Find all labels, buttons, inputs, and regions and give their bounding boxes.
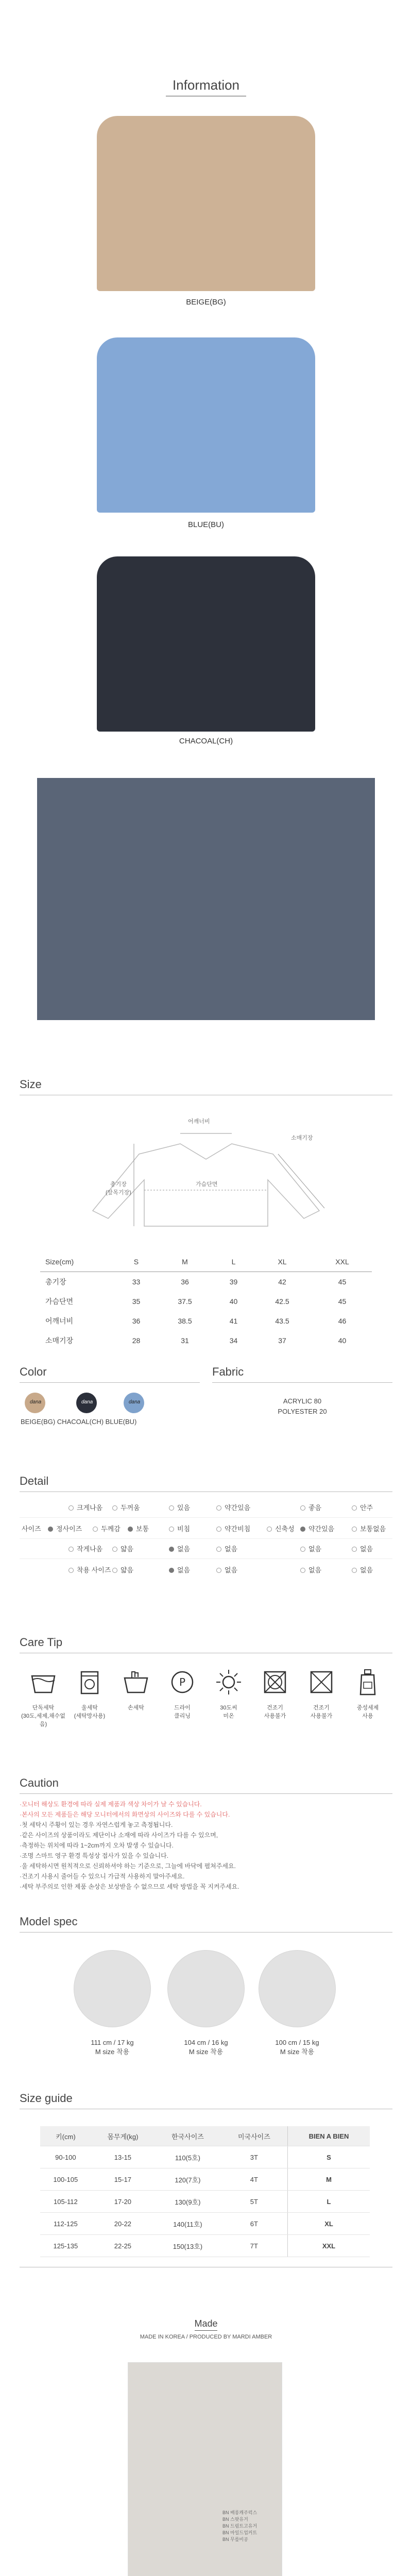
detail-option: 없음 bbox=[360, 1545, 373, 1553]
size-header-cell: L bbox=[215, 1252, 252, 1272]
size-cell: 33 bbox=[132, 1278, 141, 1286]
size-guide-table bbox=[40, 2126, 370, 2257]
caution-line: ·측정하는 위치에 따라 1~2cm까지 오차 발생 수 있습니다. bbox=[20, 1842, 174, 1849]
size-guide-header bbox=[40, 2126, 370, 2146]
size-header-cell: XXL bbox=[313, 1252, 372, 1272]
size-cell: 43.5 bbox=[275, 1317, 289, 1325]
model-card bbox=[259, 1950, 336, 2056]
fabric-section-title: Fabric bbox=[212, 1365, 244, 1378]
table-row bbox=[40, 1311, 372, 1331]
color-caption-blue: BLUE(BU) bbox=[187, 520, 224, 529]
size-cell: 40 bbox=[338, 1336, 347, 1345]
care-item-neutral-detergent bbox=[344, 1667, 391, 1720]
color-caption-charcoal: CHACOAL(CH) bbox=[179, 737, 233, 745]
guide-cell: 120(7호) bbox=[154, 2168, 221, 2191]
detail-option: 없음 bbox=[177, 1545, 191, 1553]
care-item-30-degree bbox=[205, 1667, 252, 1720]
guide-cell: 150(13호) bbox=[154, 2235, 221, 2257]
detail-option: 신축성 bbox=[275, 1525, 295, 1533]
size-cell: 36 bbox=[132, 1317, 141, 1325]
size-cell: 36 bbox=[181, 1278, 189, 1286]
care-label: 울세탁 (세탁망사용) bbox=[74, 1705, 106, 1719]
model-measurements: 111 cm / 17 kg bbox=[91, 2039, 134, 2046]
guide-cell: XL bbox=[288, 2213, 370, 2235]
wash-basin-icon bbox=[28, 1667, 59, 1698]
caution-section-rule bbox=[20, 1793, 392, 1794]
guide-cell: S bbox=[288, 2146, 370, 2168]
sun-icon bbox=[213, 1667, 244, 1698]
guide-cell: 110(5호) bbox=[154, 2146, 221, 2168]
detail-row-label: 사이즈 bbox=[22, 1525, 41, 1533]
styling-tag: BN 마일드업커트 bbox=[222, 2530, 258, 2535]
guide-cell: 90-100 bbox=[40, 2146, 91, 2168]
no-tumble-dry-icon bbox=[260, 1667, 290, 1698]
detail-row bbox=[20, 1497, 392, 1517]
table-row bbox=[40, 1331, 372, 1350]
size-cell: 38.5 bbox=[178, 1317, 192, 1325]
size-cell: 42 bbox=[278, 1278, 286, 1286]
caution-line: ·첫 세탁시 주황이 있는 경우 자연스럽게 놓고 측정됩니다. bbox=[20, 1821, 173, 1828]
size-table bbox=[40, 1252, 372, 1350]
size-cell: 37 bbox=[278, 1336, 286, 1345]
size-cell: 46 bbox=[338, 1317, 347, 1325]
dry-clean-icon bbox=[167, 1667, 198, 1698]
detail-option: 보통 bbox=[136, 1525, 149, 1533]
guide-cell: 130(9호) bbox=[154, 2191, 221, 2213]
size-header-cell: S bbox=[118, 1252, 154, 1272]
product-photo-beige bbox=[97, 116, 315, 291]
model-card bbox=[74, 1950, 151, 2056]
care-item-dry-cleaning bbox=[159, 1667, 206, 1720]
guide-cell: 5T bbox=[221, 2191, 288, 2213]
care-item-no-dryer bbox=[251, 1667, 299, 1720]
table-row bbox=[40, 2191, 370, 2213]
guide-cell: 22-25 bbox=[91, 2235, 154, 2257]
size-cell: 45 bbox=[338, 1297, 347, 1306]
made-title: Made bbox=[194, 2318, 218, 2329]
model-size-worn: M size 착용 bbox=[95, 2048, 130, 2056]
color-caption-beige: BEIGE(BG) bbox=[186, 298, 226, 307]
model-card bbox=[167, 1950, 245, 2056]
model-photo bbox=[259, 1950, 336, 2027]
guide-cell: 112-125 bbox=[40, 2213, 91, 2235]
detail-option: 두꺼움 bbox=[121, 1504, 140, 1512]
diagram-label-chest: 가슴단면 bbox=[196, 1181, 218, 1188]
guide-cell: M bbox=[288, 2168, 370, 2191]
styling-tag: BN 배롱캐주럭스 bbox=[222, 2510, 258, 2515]
care-item-single-wash bbox=[20, 1667, 67, 1728]
caution-line: ·건조기 사용시 줄어들 수 있으니 가급적 사용하지 말아주세요. bbox=[20, 1873, 185, 1880]
detail-option: 약간있음 bbox=[225, 1504, 251, 1512]
guide-cell: 4T bbox=[221, 2168, 288, 2191]
size-header-cell: XL bbox=[252, 1252, 313, 1272]
size-table-header bbox=[40, 1252, 372, 1272]
detail-option: 없음 bbox=[225, 1545, 238, 1553]
made-text: MADE IN KOREA / PRODUCED BY MARDI AMBER bbox=[140, 2334, 272, 2340]
size-cell: 40 bbox=[229, 1297, 238, 1306]
detail-option: 보통없음 bbox=[360, 1525, 386, 1533]
detail-option: 두께감 bbox=[101, 1525, 121, 1533]
detail-option: 좋음 bbox=[308, 1504, 322, 1512]
product-photo-charcoal bbox=[97, 556, 315, 732]
care-label: 드라이 클리닝 bbox=[174, 1705, 191, 1719]
detail-option: 크게나옴 bbox=[77, 1504, 103, 1512]
size-cell: 37.5 bbox=[178, 1297, 192, 1306]
care-label: 건조기 사용불가 bbox=[310, 1705, 333, 1719]
care-label: 중성세제 사용 bbox=[356, 1705, 379, 1719]
info-title: Information bbox=[172, 77, 240, 93]
detail-option: 없음 bbox=[225, 1566, 238, 1574]
styling-tag: BN 무릎비공 bbox=[222, 2537, 248, 2542]
size-cell: 가슴단면 bbox=[45, 1297, 74, 1306]
detail-row bbox=[20, 1517, 392, 1539]
diagram-label-sleeve: 소매기장 bbox=[291, 1135, 313, 1141]
guide-header-cell: 미국사이즈 bbox=[221, 2126, 288, 2146]
size-cell: 28 bbox=[132, 1336, 141, 1345]
detail-option: 얇음 bbox=[121, 1545, 134, 1553]
care-label: 30도씨 미온 bbox=[220, 1705, 237, 1719]
care-label: 건조기 사용불가 bbox=[264, 1705, 286, 1719]
guide-header-cell: BIEN A BIEN bbox=[288, 2126, 370, 2146]
color-section-title: Color bbox=[20, 1365, 47, 1378]
laundry-net-icon bbox=[74, 1667, 105, 1698]
guide-cell: L bbox=[288, 2191, 370, 2213]
detail-option: 약간있음 bbox=[308, 1525, 335, 1533]
fabric-line-2: POLYESTER 20 bbox=[278, 1408, 327, 1415]
size-cell: 어깨너비 bbox=[45, 1317, 74, 1325]
guide-cell: 105-112 bbox=[40, 2191, 91, 2213]
fabric-line-1: ACRYLIC 80 bbox=[283, 1397, 322, 1405]
hand-wash-icon bbox=[121, 1667, 151, 1698]
size-cell: 41 bbox=[229, 1317, 238, 1325]
detail-option: 없음 bbox=[308, 1545, 322, 1553]
fabric-section-rule bbox=[212, 1382, 392, 1383]
care-section-title: Care Tip bbox=[20, 1636, 63, 1649]
diagram-label-shoulder: 어깨너비 bbox=[188, 1118, 210, 1125]
table-row bbox=[40, 1272, 372, 1292]
size-cell: 34 bbox=[229, 1336, 238, 1345]
swatch-tag: dana bbox=[30, 1399, 42, 1405]
guide-cell: 6T bbox=[221, 2213, 288, 2235]
detail-option: 작게나옴 bbox=[77, 1545, 103, 1553]
size-cell: 소매기장 bbox=[45, 1336, 74, 1345]
color-names-line: BEIGE(BG) CHACOAL(CH) BLUE(BU) bbox=[21, 1418, 137, 1426]
no-dryer-icon bbox=[306, 1667, 337, 1698]
size-guide-section-title: Size guide bbox=[20, 2092, 73, 2105]
guide-header-cell: 키(cm) bbox=[40, 2126, 91, 2146]
detail-option: 없음 bbox=[308, 1566, 322, 1574]
caution-line: ·모니터 해상도 환경에 따라 실제 제품과 색상 차이가 날 수 있습니다. bbox=[20, 1801, 202, 1808]
guide-header-cell: 몸무게(kg) bbox=[91, 2126, 154, 2146]
caution-section-title: Caution bbox=[20, 1776, 59, 1789]
model-size-worn: M size 착용 bbox=[280, 2048, 315, 2056]
detail-section-title: Detail bbox=[20, 1475, 49, 1487]
guide-cell: 17-20 bbox=[91, 2191, 154, 2213]
guide-cell: 100-105 bbox=[40, 2168, 91, 2191]
detail-option: 안주 bbox=[360, 1504, 373, 1512]
size-header-cell: M bbox=[154, 1252, 215, 1272]
product-closeup-photo bbox=[37, 778, 375, 1020]
size-cell: 35 bbox=[132, 1297, 141, 1306]
styling-tag: BN 드림트고유거 bbox=[222, 2523, 258, 2529]
product-photo-blue bbox=[97, 337, 315, 513]
model-photo bbox=[167, 1950, 245, 2027]
care-item-hand-wash bbox=[112, 1667, 160, 1711]
detail-row bbox=[20, 1538, 392, 1558]
guide-cell: 15-17 bbox=[91, 2168, 154, 2191]
swatch-tag: dana bbox=[81, 1399, 93, 1405]
guide-cell: XXL bbox=[288, 2235, 370, 2257]
model-photo bbox=[74, 1950, 151, 2027]
detail-option: 없음 bbox=[360, 1566, 373, 1574]
detail-option: 비침 bbox=[177, 1525, 191, 1533]
model-section-rule bbox=[20, 1932, 392, 1933]
caution-line: ·세탁 부주의로 인한 제품 손상은 보상받을 수 없으므로 세탁 방법을 꼭 지켜주세요. bbox=[20, 1883, 239, 1890]
guide-cell: 20-22 bbox=[91, 2213, 154, 2235]
model-measurements: 100 cm / 15 kg bbox=[275, 2039, 319, 2046]
guide-cell: 140(11호) bbox=[154, 2213, 221, 2235]
detail-option: 착용 사이즈 bbox=[77, 1566, 111, 1574]
model-size-worn: M size 착용 bbox=[188, 2048, 224, 2056]
size-cell: 31 bbox=[181, 1336, 189, 1345]
made-title-underline bbox=[195, 2330, 217, 2331]
detail-option: 정사이즈 bbox=[56, 1525, 82, 1533]
diagram-label-length: 총기장 (앞목기장) bbox=[106, 1181, 131, 1196]
size-cell: 총기장 bbox=[45, 1278, 66, 1286]
detail-option: 얇음 bbox=[121, 1566, 134, 1574]
size-cell: 42.5 bbox=[275, 1297, 289, 1306]
detergent-bottle-icon bbox=[352, 1667, 383, 1698]
size-header-cell: Size(cm) bbox=[40, 1252, 118, 1272]
care-item-no-dryer bbox=[298, 1667, 345, 1720]
styling-tag: BN 스팟유거 bbox=[222, 2517, 248, 2522]
caution-line: ·같은 사이즈의 상품이라도 제단이나 소재에 따라 사이즈가 다를 수 있으며, bbox=[20, 1832, 218, 1839]
svg-text:P: P bbox=[179, 1676, 186, 1688]
detail-option: 없음 bbox=[177, 1566, 191, 1574]
care-item-wool-wash bbox=[66, 1667, 113, 1720]
caution-line: ·조명 스마트 영구 환경 특성상 접사가 있을 수 있습니다. bbox=[20, 1852, 169, 1859]
caution-line: ·본사의 모든 제품들은 해당 모니터에서의 화면상의 사이즈와 다를 수 있습니다. bbox=[20, 1811, 230, 1818]
color-section-rule bbox=[20, 1382, 200, 1383]
table-row bbox=[40, 1292, 372, 1311]
detail-option: 있음 bbox=[177, 1504, 191, 1512]
detail-row bbox=[20, 1558, 392, 1580]
guide-cell: 13-15 bbox=[91, 2146, 154, 2168]
caution-line: ·울 세탁하시면 원칙적으로 신뢰하셔야 하는 기준으로, 그늘에 바닥에 펼쳐주세요. bbox=[20, 1862, 236, 1870]
model-section-title: Model spec bbox=[20, 1915, 78, 1928]
styling-photo bbox=[128, 2362, 282, 2576]
table-row bbox=[40, 2235, 370, 2257]
table-row bbox=[40, 2146, 370, 2168]
guide-cell: 125-135 bbox=[40, 2235, 91, 2257]
care-label: 손세탁 bbox=[128, 1705, 144, 1711]
size-cell: 39 bbox=[229, 1278, 238, 1286]
model-measurements: 104 cm / 16 kg bbox=[184, 2039, 228, 2046]
guide-cell: 3T bbox=[221, 2146, 288, 2168]
table-row bbox=[40, 2213, 370, 2235]
size-cell: 45 bbox=[338, 1278, 347, 1286]
size-section-title: Size bbox=[20, 1078, 42, 1091]
table-row bbox=[40, 2168, 370, 2191]
swatch-tag: dana bbox=[129, 1399, 141, 1405]
guide-cell: 7T bbox=[221, 2235, 288, 2257]
care-label: 단독세탁 (30도,세제,채수없음) bbox=[21, 1705, 65, 1727]
guide-header-cell: 한국사이즈 bbox=[154, 2126, 221, 2146]
detail-option: 약간비침 bbox=[225, 1525, 251, 1533]
